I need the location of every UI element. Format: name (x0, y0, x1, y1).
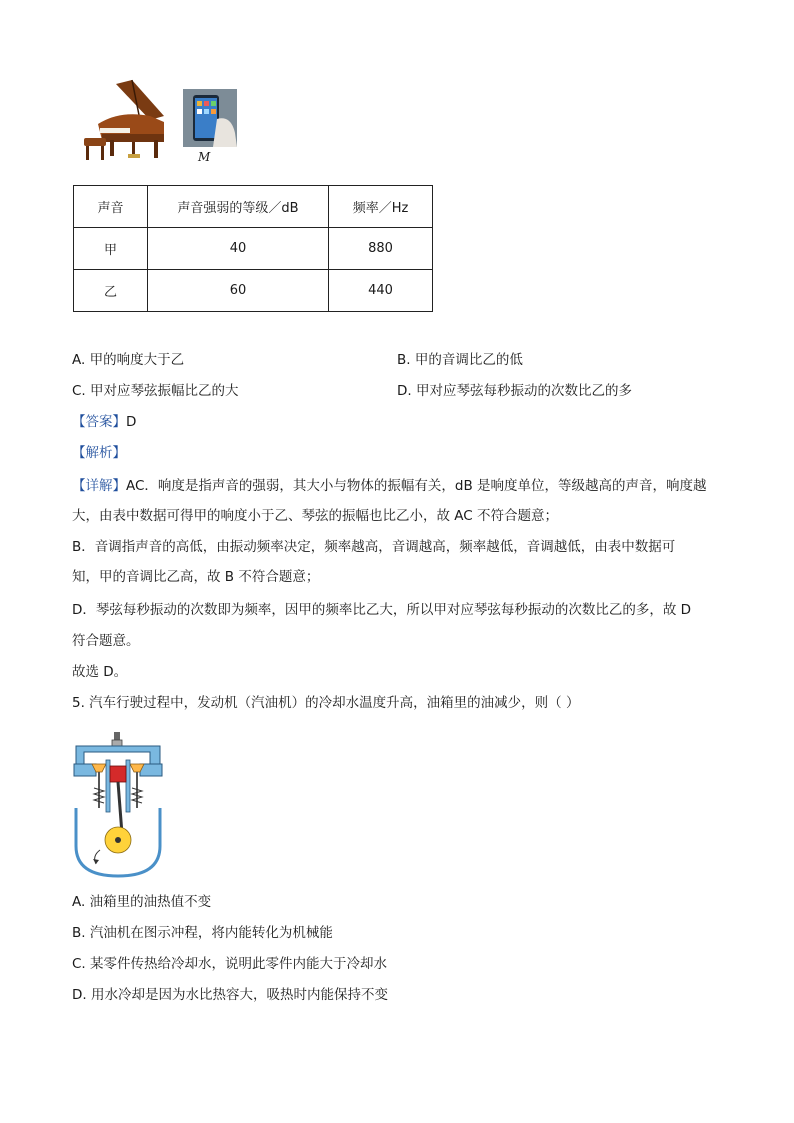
q5-option-c: C. 某零件传热给冷却水，说明此零件内能大于冷却水 (72, 956, 388, 972)
analysis-tag: 【解析】 (72, 445, 126, 461)
table-cell: 40 (148, 228, 329, 270)
table-cell: 440 (329, 270, 433, 312)
explanation-line: 知，甲的音调比乙高，故 B 不符合题意； (72, 569, 320, 585)
phone-image (183, 89, 237, 147)
q5-stem: 5. 汽车行驶过程中，发动机（汽油机）的冷却水温度升高，油箱里的油减少，则（ ） (72, 695, 580, 711)
table-row (74, 270, 433, 312)
explanation-line: 大，由表中数据可得甲的响度小于乙、琴弦的振幅也比乙小，故 AC 不符合题意； (72, 508, 559, 524)
q4-option-d: D. 甲对应琴弦每秒振动的次数比乙的多 (397, 383, 632, 399)
q5-option-b: B. 汽油机在图示冲程，将内能转化为机械能 (72, 925, 333, 941)
engine-diagram-image (72, 730, 164, 880)
explanation-line: B．音调指声音的高低，由振动频率决定，频率越高，音调越高，频率越低，音调越低，由表中数据可 (72, 539, 676, 555)
table-cell: 60 (148, 270, 329, 312)
answer-value: D (126, 414, 137, 430)
q4-option-b: B. 甲的音调比乙的低 (397, 352, 523, 368)
q5-option-d: D. 用水冷却是因为水比热容大，吸热时内能保持不变 (72, 987, 388, 1003)
table-cell: 甲 (74, 228, 148, 270)
table-cell: 乙 (74, 270, 148, 312)
explanation-line: 符合题意。 (72, 633, 140, 649)
table-header-cell: 声音强弱的等级／dB (148, 186, 329, 228)
piano-image (80, 76, 172, 166)
q4-option-a: A. 甲的响度大于乙 (72, 352, 185, 368)
answer-tag: 【答案】 (72, 414, 126, 430)
explanation-text: AC．响度是指声音的强弱，其大小与物体的振幅有关，dB 是响度单位，等级越高的声音，响度越 (126, 478, 707, 494)
table-header-cell: 频率／Hz (329, 186, 433, 228)
answer-line (72, 413, 136, 431)
q5-option-a: A. 油箱里的油热值不变 (72, 894, 212, 910)
table-header-row (74, 186, 433, 228)
table-row (74, 228, 433, 270)
table-header-cell: 声音 (74, 186, 148, 228)
q4-option-c: C. 甲对应琴弦振幅比乙的大 (72, 383, 239, 399)
explanation-line: D．琴弦每秒振动的次数即为频率，因甲的频率比乙大，所以甲对应琴弦每秒振动的次数比乙的多，故 D (72, 602, 692, 618)
explanation-line (72, 477, 707, 495)
detail-tag: 【详解】 (72, 478, 126, 494)
table-cell: 880 (329, 228, 433, 270)
sound-data-table (73, 185, 433, 312)
explanation-line: 故选 D。 (72, 664, 128, 680)
phone-label: M (198, 150, 211, 164)
